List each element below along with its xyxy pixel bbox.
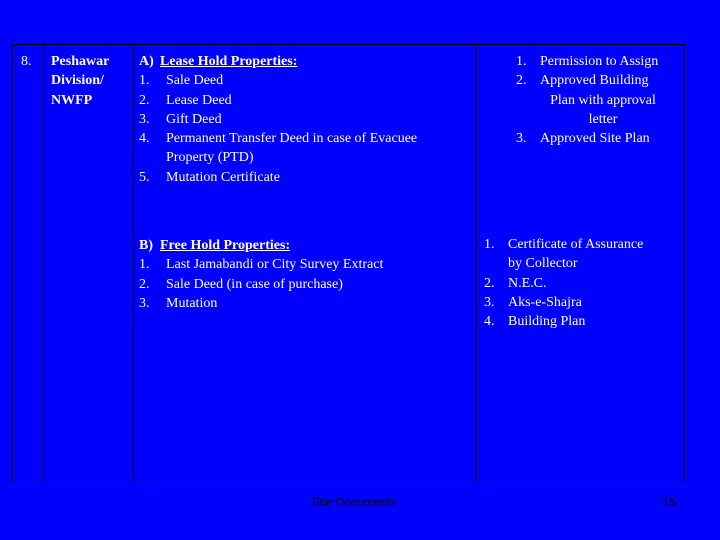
list-item: 1. Permission to Assign xyxy=(516,54,659,69)
column-divider xyxy=(133,45,134,481)
list-item: 2. Lease Deed xyxy=(139,92,232,108)
location-line: Division/ xyxy=(51,73,104,89)
row-serial: 8. xyxy=(21,54,32,69)
list-item: 3. Mutation xyxy=(139,295,218,311)
free-hold-heading xyxy=(139,236,469,255)
list-item: 1. Sale Deed xyxy=(139,73,224,89)
free-hold-list xyxy=(139,236,469,313)
column-divider xyxy=(43,45,44,481)
list-item: 3. Aks-e-Shajra xyxy=(484,294,582,310)
list-item: 4. Building Plan xyxy=(484,314,586,330)
list-item: 3. Gift Deed xyxy=(139,111,222,127)
lease-hold-list xyxy=(139,52,469,187)
list-item: 4. Permanent Transfer Deed in case of Evacuee xyxy=(139,131,418,147)
list-item: 2. N.E.C. xyxy=(484,275,547,291)
list-item: 5. Mutation Certificate xyxy=(139,169,280,185)
list-item-continuation: Property (PTD) xyxy=(166,150,254,166)
list-item: 1. Certificate of Assurance xyxy=(484,237,644,252)
free-hold-requirements xyxy=(484,235,679,331)
section-prefix: B) xyxy=(139,238,153,253)
list-item: 1. Last Jamabandi or City Survey Extract xyxy=(139,257,384,273)
column-divider xyxy=(476,45,477,481)
list-item: 2. Sale Deed (in case of purchase) xyxy=(139,276,343,292)
page-number: 15 xyxy=(662,494,677,509)
list-item-continuation: by Collector xyxy=(508,256,578,272)
list-item-continuation: Plan with approval xyxy=(550,92,656,108)
location-cell xyxy=(51,52,109,110)
footer-title: Title Documents xyxy=(310,495,397,509)
section-prefix: A) xyxy=(139,54,154,69)
location-line: NWFP xyxy=(51,92,93,108)
section-heading: Lease Hold Properties: xyxy=(160,54,298,69)
location-line: Peshawar xyxy=(51,54,110,69)
section-heading: Free Hold Properties: xyxy=(160,238,291,253)
list-item: 2. Approved Building xyxy=(516,73,649,89)
list-item-continuation: letter xyxy=(588,111,618,127)
list-item: 3. Approved Site Plan xyxy=(516,131,650,147)
lease-hold-heading xyxy=(139,52,469,71)
lease-hold-requirements xyxy=(516,52,681,148)
